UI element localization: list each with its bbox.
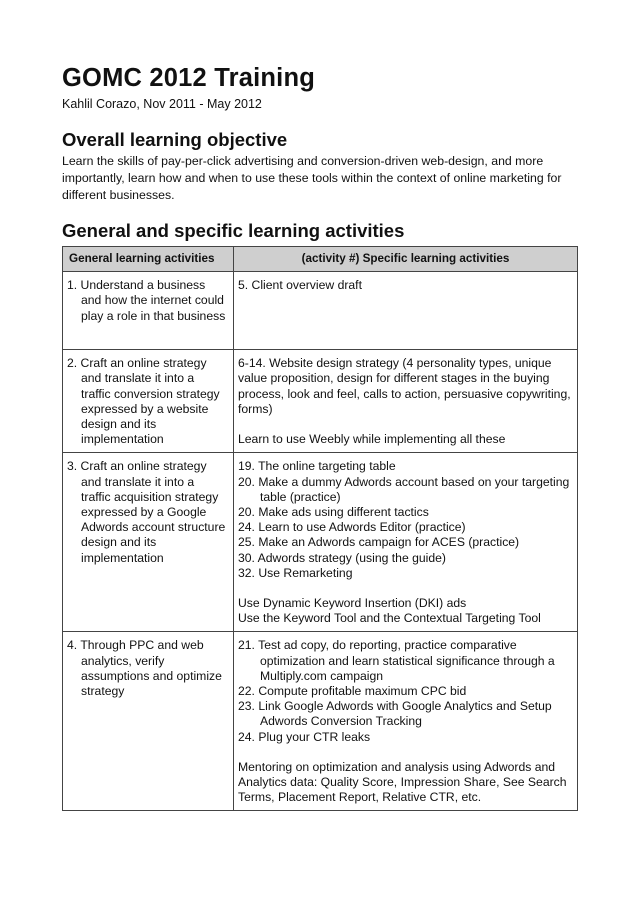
specific-activity-item: 21. Test ad copy, do reporting, practice comparative optimization and learn statistical significance through a Multiply.com campaign [238, 638, 555, 683]
general-activity-text: 2. Craft an online strategy and translate it into a traffic conversion strategy expressed by a website design and its implementation [67, 356, 220, 447]
objective-text: Learn the skills of pay-per-click advertising and conversion-driven web-design, and more importantly, learn how and when to use these tools within the context of online marketing for different businesses. [62, 154, 562, 202]
table-row [63, 632, 578, 811]
activities-table [62, 246, 578, 811]
specific-activities-cell [234, 272, 578, 350]
specific-activity-item: 30. Adwords strategy (using the guide) [238, 550, 446, 565]
specific-activity-list [238, 278, 571, 293]
general-activity-text: 3. Craft an online strategy and translate it into a traffic acquisition strategy expressed by a Google Adwords account structure design and its implementation [67, 459, 226, 565]
table-header-row [63, 247, 578, 272]
specific-activities-cell [234, 350, 578, 453]
table-row [63, 453, 578, 632]
specific-activity-item: 20. Make ads using different tactics [238, 505, 429, 520]
specific-activity-item: 23. Link Google Adwords with Google Analytics and Setup Adwords Conversion Tracking [238, 699, 552, 729]
general-activity-cell [63, 632, 234, 811]
general-activity-cell [63, 453, 234, 632]
page-title: GOMC 2012 Training [62, 64, 315, 92]
specific-activity-item: 19. The online targeting table [238, 459, 396, 474]
specific-activity-item: 20. Make a dummy Adwords account based on your targeting table (practice) [238, 474, 570, 504]
table-row [63, 350, 578, 453]
activity-note: Use the Keyword Tool and the Contextual Targeting Tool [238, 611, 541, 626]
column-header-specific: (activity #) Specific learning activities [234, 247, 578, 272]
specific-activity-list [238, 459, 571, 581]
general-activity-text: 4. Through PPC and web analytics, verify assumptions and optimize strategy [67, 638, 222, 699]
specific-activity-item: 6-14. Website design strategy (4 personality types, unique value proposition, design for different stages in the buying process, look and feel, calls to action, persuasive copywriting, forms) [238, 356, 571, 416]
specific-activity-list [238, 638, 571, 744]
author-and-dates: Kahlil Corazo, Nov 2011 - May 2012 [62, 97, 262, 111]
general-activity-cell [63, 272, 234, 350]
specific-activity-item: 32. Use Remarketing [238, 565, 353, 580]
general-activity-text: 1. Understand a business and how the internet could play a role in that business [67, 278, 226, 323]
general-activity-cell [63, 350, 234, 453]
activities-heading: General and specific learning activities [62, 220, 405, 241]
specific-activities-cell [234, 632, 578, 811]
specific-activities-cell [234, 453, 578, 632]
specific-activity-item: 5. Client overview draft [238, 278, 362, 293]
table-row [63, 272, 578, 350]
activity-note: Learn to use Weebly while implementing all these [238, 432, 506, 447]
activity-note: Use Dynamic Keyword Insertion (DKI) ads [238, 596, 467, 611]
column-header-general: General learning activities [63, 247, 234, 272]
specific-activity-item: 24. Learn to use Adwords Editor (practice) [238, 520, 466, 535]
specific-activity-item: 24. Plug your CTR leaks [238, 729, 371, 744]
specific-activity-item: 25. Make an Adwords campaign for ACES (practice) [238, 535, 520, 550]
objective-heading: Overall learning objective [62, 129, 288, 150]
activity-note: Mentoring on optimization and analysis using Adwords and Analytics data: Quality Score, Impression Share, See Search Terms, Placement Report, Relative CTR, etc. [238, 759, 567, 805]
specific-activity-item: 22. Compute profitable maximum CPC bid [238, 684, 467, 699]
